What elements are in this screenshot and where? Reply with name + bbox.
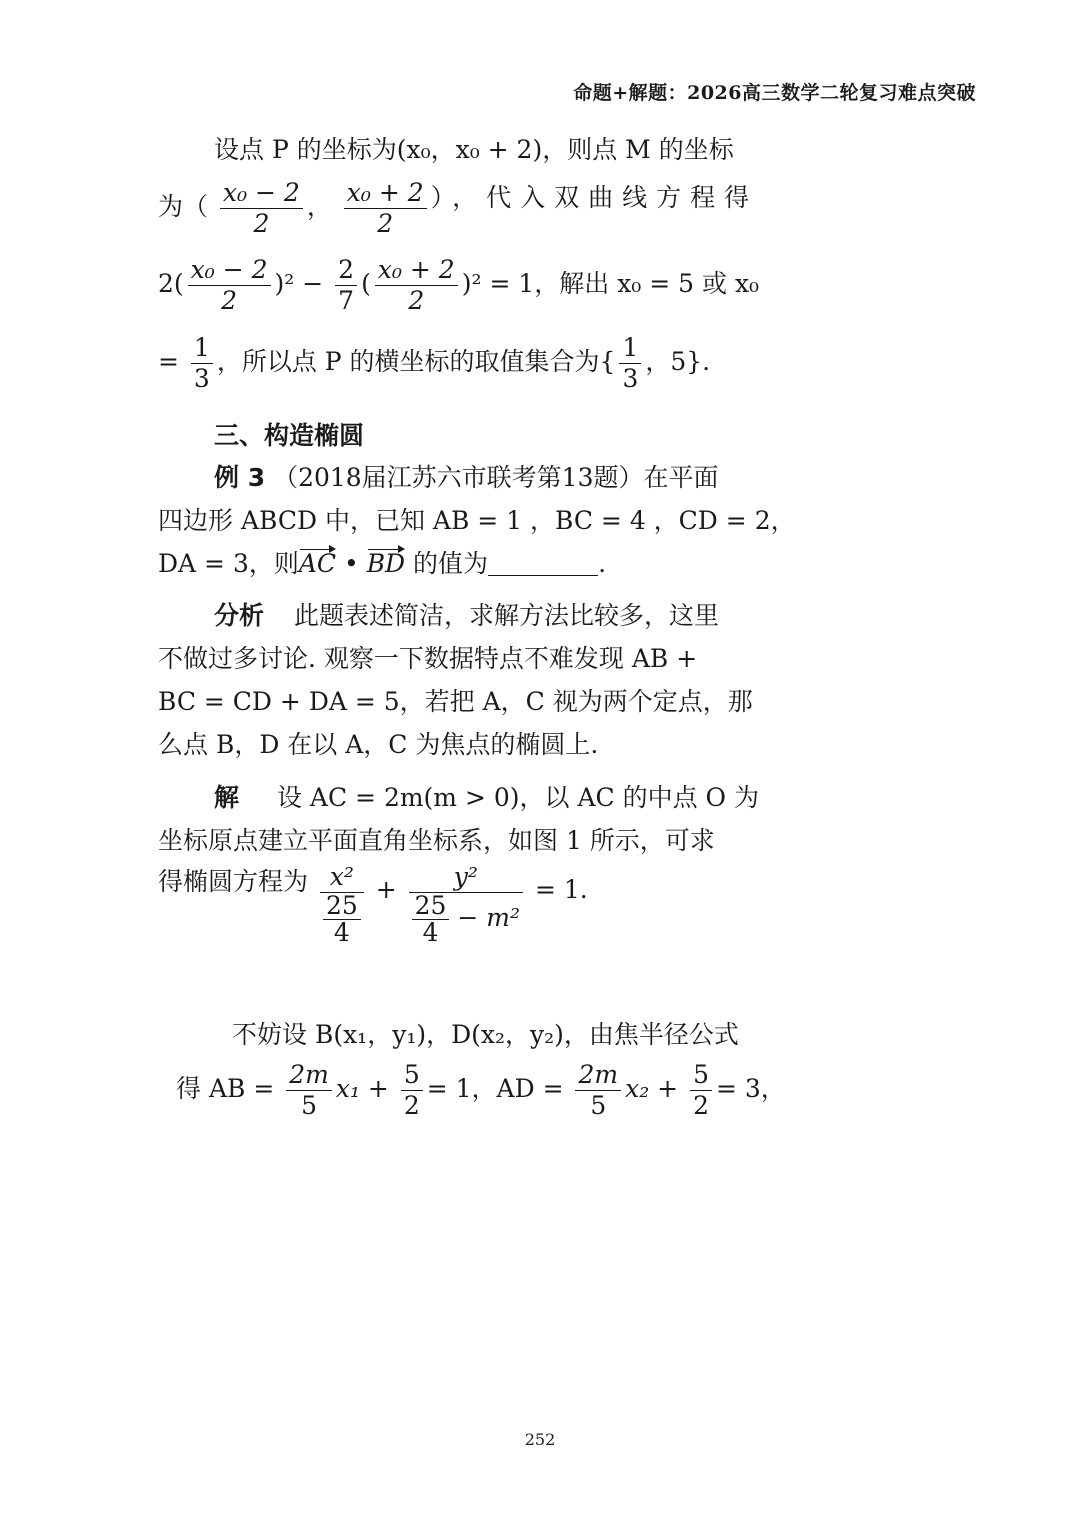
text-span: ），代入双曲线方程得 <box>430 183 759 212</box>
fraction-denominator: 3 <box>622 364 639 393</box>
nested-fraction <box>323 893 361 946</box>
fraction-denominator: 2 <box>253 209 270 238</box>
fraction <box>220 178 303 239</box>
text-line <box>158 255 759 316</box>
vector-bd: BD <box>366 549 406 578</box>
text-span: 得 AB = <box>176 1074 275 1103</box>
text-span: ，所以点 P 的横坐标的取值集合为{ <box>216 347 616 376</box>
text-span: )² = 1，解出 x₀ = 5 或 x₀ <box>461 269 760 298</box>
solution-label: 解 <box>214 783 240 812</box>
fraction-denominator: 5 <box>590 1091 607 1120</box>
text-line <box>158 544 606 580</box>
fraction-denominator: 5 <box>301 1091 317 1120</box>
fraction-denominator: 2 <box>408 286 425 315</box>
text-line: 不妨设 B(x₁，y₁)，D(x₂，y₂)，由焦半径公式 <box>232 1020 739 1049</box>
fraction <box>375 255 458 316</box>
fraction-numerator: y² <box>409 862 523 893</box>
text-line <box>214 458 719 494</box>
dot-operator: • <box>336 549 367 578</box>
fraction-denominator <box>320 893 364 946</box>
vector-ac: AC <box>298 549 337 578</box>
text-line: 为（ $\frac{\text{x₀ − 2}}{2}$ ， $\frac{\text{x₀ + 2}}{2}$ ），代入双曲线方程得 <box>158 178 759 238</box>
answer-blank <box>488 551 598 576</box>
fraction-numerator: 2m <box>286 1060 332 1091</box>
text-line <box>214 596 719 632</box>
fraction-denominator: 4 <box>333 918 350 947</box>
page-number: 252 <box>524 1430 556 1449</box>
text-span: − m² <box>457 903 521 932</box>
fraction-numerator: 25 <box>412 893 450 920</box>
fraction-numerator: 25 <box>323 893 361 920</box>
text-span: = <box>158 347 179 376</box>
text-span: )² − <box>274 269 324 298</box>
fraction-numerator: 2m <box>575 1060 621 1091</box>
fraction-denominator <box>409 893 523 946</box>
fraction <box>619 333 641 394</box>
fraction-numerator: 1 <box>619 333 641 364</box>
plus-operator: + <box>375 875 397 904</box>
text-span: . <box>598 549 607 578</box>
fraction-numerator: x² <box>320 862 364 893</box>
text-line: BC = CD + DA = 5，若把 A，C 视为两个定点，那 <box>158 687 753 716</box>
text-span: 得椭圆方程为 <box>158 867 309 896</box>
fraction-denominator: 3 <box>193 364 210 393</box>
fraction <box>191 333 213 394</box>
fraction <box>409 862 523 946</box>
fraction-numerator: x₀ − 2 <box>188 255 271 286</box>
fraction <box>320 862 364 946</box>
text-span: ，5}. <box>645 347 711 376</box>
text-span: 2( <box>158 269 184 298</box>
fraction-numerator: 5 <box>401 1060 423 1091</box>
text-span: x₁ + <box>335 1074 389 1103</box>
fraction-denominator: 2 <box>693 1091 709 1120</box>
text-line <box>158 333 710 394</box>
text-line: 坐标原点建立平面直角坐标系，如图 1 所示，可求 <box>158 826 715 855</box>
text-span: ( <box>361 269 371 298</box>
text-line: 么点 B，D 在以 A，C 为焦点的椭圆上. <box>158 730 599 759</box>
text-span: = 1，AD = <box>426 1074 564 1103</box>
text-span: x₂ + <box>625 1074 679 1103</box>
fraction-denominator: 2 <box>221 286 238 315</box>
analysis-label: 分析 <box>214 601 265 630</box>
ellipse-equation-line <box>158 862 588 946</box>
fraction-denominator: 2 <box>403 1091 420 1120</box>
text-span: （2018届江苏六市联考第13题）在平面 <box>273 463 719 492</box>
fraction-denominator: 7 <box>338 286 355 315</box>
text-line <box>176 1060 786 1121</box>
running-header: 命题+解题：2026高三数学二轮复习难点突破 <box>573 82 976 104</box>
text-line: 设点 P 的坐标为(x₀，x₀ + 2)，则点 M 的坐标 <box>214 135 734 164</box>
fraction <box>286 1060 332 1121</box>
fraction-numerator: x₀ + 2 <box>344 178 427 209</box>
text-span: 此题表述简洁，求解方法比较多，这里 <box>293 601 719 630</box>
text-span: = 3， <box>715 1074 786 1103</box>
fraction-numerator: x₀ − 2 <box>220 178 303 209</box>
fraction <box>690 1060 712 1121</box>
fraction-numerator: 2 <box>335 255 357 286</box>
fraction <box>401 1060 423 1121</box>
text-span: 的值为 <box>405 549 489 578</box>
nested-fraction <box>412 893 450 946</box>
fraction <box>335 255 357 316</box>
example-label: 例 3 <box>214 463 266 492</box>
fraction-denominator: 4 <box>422 918 439 947</box>
fraction <box>188 255 271 316</box>
fraction-numerator: 5 <box>690 1060 712 1091</box>
text-span: DA = 3，则 <box>158 549 299 578</box>
text-line <box>214 778 759 814</box>
fraction <box>575 1060 621 1121</box>
text-span: 为（ <box>158 192 209 221</box>
text-line: 四边形 ABCD 中，已知 AB = 1 ，BC = 4 ，CD = 2， <box>158 506 796 535</box>
fraction-numerator: x₀ + 2 <box>375 255 458 286</box>
fraction <box>344 178 427 239</box>
fraction-denominator: 2 <box>377 209 394 238</box>
text-span: = 1. <box>534 875 588 904</box>
fraction-numerator: 1 <box>191 333 213 364</box>
text-line: 不做过多讨论. 观察一下数据特点不难发现 AB + <box>158 644 698 673</box>
section-title: 三、构造椭圆 <box>214 421 365 450</box>
text-span: 设 AC = 2m(m > 0)，以 AC 的中点 O 为 <box>276 783 759 812</box>
